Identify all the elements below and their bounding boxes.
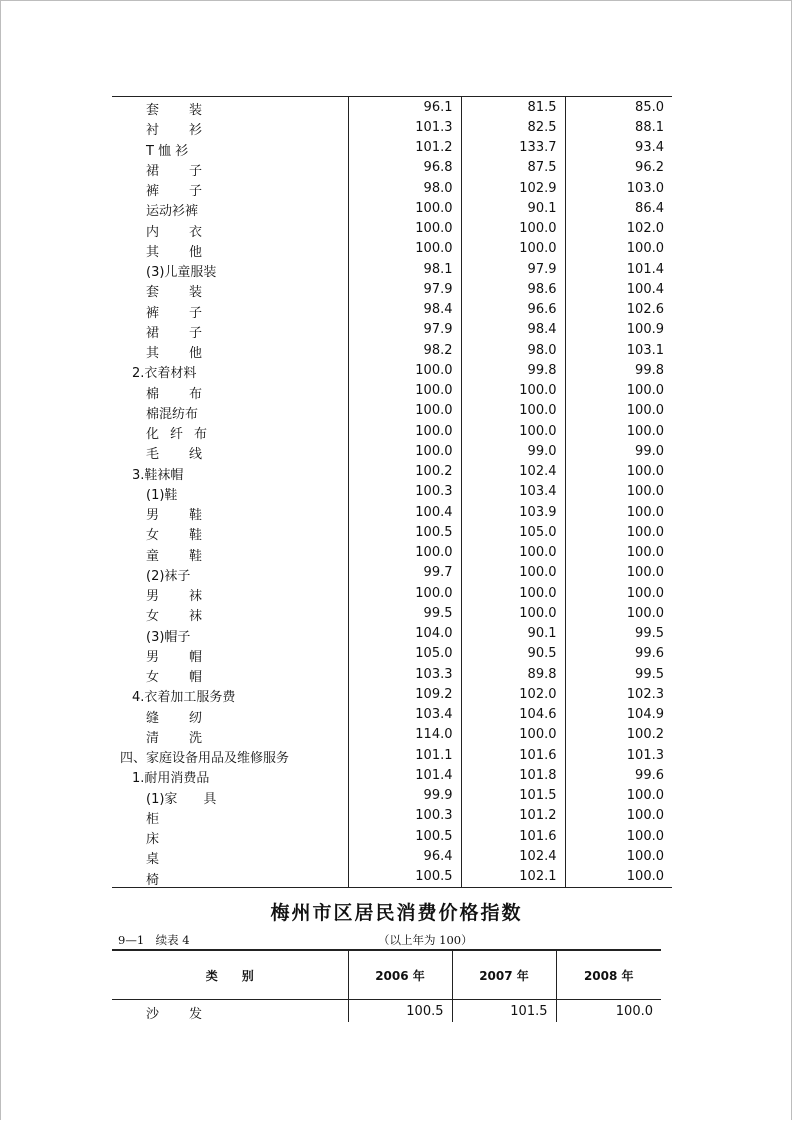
row-label-cell xyxy=(112,401,348,421)
row-label-cell xyxy=(112,786,348,806)
table-row xyxy=(112,198,672,218)
value-2008: 103.0 xyxy=(565,178,672,198)
table-row xyxy=(112,786,672,806)
value-2007: 89.8 xyxy=(461,664,565,684)
value-2006: 100.0 xyxy=(348,441,461,461)
row-label: (3)帽子 xyxy=(146,629,191,645)
table-number: 9—1 续表 4 xyxy=(118,933,190,947)
document-title: 梅州市区居民消费价格指数 xyxy=(270,902,523,924)
row-label: 套装 xyxy=(146,103,233,118)
row-label: 四、家庭设备用品及维修服务 xyxy=(120,751,290,766)
row-label: 男帽 xyxy=(146,649,233,665)
value-2008: 96.2 xyxy=(565,158,672,178)
row-label: 其他 xyxy=(146,346,233,361)
value-2006: 100.5 xyxy=(348,522,461,542)
row-label-cell xyxy=(112,320,348,340)
value-2007: 90.1 xyxy=(461,624,565,644)
value-2007: 101.6 xyxy=(461,745,565,765)
value-2007: 81.5 xyxy=(461,97,565,118)
value-2008: 100.0 xyxy=(565,846,672,866)
table-row xyxy=(112,178,672,198)
table-row xyxy=(112,522,672,542)
value-2008: 100.0 xyxy=(565,421,672,441)
row-label-cell xyxy=(112,684,348,704)
value-2007: 100.0 xyxy=(461,603,565,623)
table-row xyxy=(112,259,672,279)
row-label: 清洗 xyxy=(146,730,233,746)
value-2006: 100.0 xyxy=(348,401,461,421)
value-2008: 99.6 xyxy=(565,644,672,664)
header-2006: 2006 年 xyxy=(348,950,452,1000)
row-label-cell xyxy=(112,441,348,461)
row-label: 男鞋 xyxy=(146,508,233,523)
row-label-cell xyxy=(112,806,348,826)
value-2006: 100.2 xyxy=(348,462,461,482)
value-2007: 102.1 xyxy=(461,867,565,888)
value-2006: 100.0 xyxy=(348,421,461,441)
value-2007: 101.2 xyxy=(461,806,565,826)
value-2008: 102.0 xyxy=(565,219,672,239)
value-2006: 100.5 xyxy=(348,867,461,888)
row-label: 衬衫 xyxy=(146,123,233,139)
value-2006: 96.8 xyxy=(348,158,461,178)
row-label: 其他 xyxy=(146,244,233,260)
table-row xyxy=(112,482,672,502)
row-label-cell xyxy=(112,705,348,725)
value-2006: 104.0 xyxy=(348,624,461,644)
table-row xyxy=(112,765,672,785)
value-2007: 101.5 xyxy=(452,1000,556,1023)
table-row xyxy=(112,583,672,603)
value-2006: 96.1 xyxy=(348,97,461,118)
value-2007: 101.6 xyxy=(461,826,565,846)
value-2008: 99.6 xyxy=(565,765,672,785)
value-2006: 99.5 xyxy=(348,603,461,623)
value-2008: 100.0 xyxy=(565,603,672,623)
value-2008: 102.6 xyxy=(565,300,672,320)
table-row xyxy=(112,158,672,178)
row-label-cell xyxy=(112,300,348,320)
value-2006: 96.4 xyxy=(348,846,461,866)
row-label-cell xyxy=(112,867,348,888)
value-2008: 103.1 xyxy=(565,340,672,360)
row-label-cell xyxy=(112,603,348,623)
value-2006: 98.1 xyxy=(348,259,461,279)
row-label-cell xyxy=(112,340,348,360)
table-row xyxy=(112,684,672,704)
value-2007: 103.9 xyxy=(461,502,565,522)
value-2007: 100.0 xyxy=(461,583,565,603)
value-2008: 86.4 xyxy=(565,198,672,218)
row-label: 童鞋 xyxy=(146,548,233,564)
value-2006: 103.3 xyxy=(348,664,461,684)
table-row xyxy=(112,320,672,340)
value-2008: 100.0 xyxy=(565,806,672,826)
row-label-cell xyxy=(112,259,348,279)
value-2006: 97.9 xyxy=(348,320,461,340)
value-2008: 100.0 xyxy=(565,867,672,888)
value-2006: 100.0 xyxy=(348,543,461,563)
table-row xyxy=(112,725,672,745)
table-row xyxy=(112,1000,661,1023)
header-2008: 2008 年 xyxy=(556,950,661,1000)
value-2007: 100.0 xyxy=(461,239,565,259)
base-note: （以上年为 100） xyxy=(378,933,473,947)
table-row xyxy=(112,219,672,239)
row-label-cell xyxy=(112,725,348,745)
table-row xyxy=(112,624,672,644)
value-2006: 100.4 xyxy=(348,502,461,522)
table-row xyxy=(112,745,672,765)
value-2008: 101.4 xyxy=(565,259,672,279)
table-row xyxy=(112,300,672,320)
value-2008: 88.1 xyxy=(565,117,672,137)
value-2008: 99.8 xyxy=(565,360,672,380)
value-2006: 100.5 xyxy=(348,826,461,846)
row-label: 棉布 xyxy=(146,386,233,402)
value-2007: 98.4 xyxy=(461,320,565,340)
value-2006: 101.1 xyxy=(348,745,461,765)
row-label-cell xyxy=(112,360,348,380)
value-2006: 101.3 xyxy=(348,117,461,137)
table-row xyxy=(112,846,672,866)
table-row xyxy=(112,401,672,421)
value-2008: 100.0 xyxy=(565,482,672,502)
row-label-cell xyxy=(112,178,348,198)
row-label: (2)袜子 xyxy=(146,568,191,584)
price-index-table xyxy=(112,949,661,1022)
value-2008: 100.0 xyxy=(565,563,672,583)
row-label: 1.耐用消费品 xyxy=(132,771,210,787)
value-2008: 100.0 xyxy=(565,462,672,482)
value-2008: 100.0 xyxy=(565,502,672,522)
row-label: 裤子 xyxy=(146,305,233,321)
value-2008: 100.0 xyxy=(565,381,672,401)
row-label: 床 xyxy=(146,832,160,847)
value-2007: 103.4 xyxy=(461,482,565,502)
value-2006: 100.0 xyxy=(348,583,461,603)
row-label-cell xyxy=(112,97,348,118)
value-2006: 100.0 xyxy=(348,198,461,218)
value-2007: 133.7 xyxy=(461,138,565,158)
row-label: 2.衣着材料 xyxy=(132,366,197,382)
row-label-cell xyxy=(112,765,348,785)
value-2008: 99.5 xyxy=(565,624,672,644)
table-row xyxy=(112,279,672,299)
row-label: 女袜 xyxy=(146,609,233,625)
row-label-cell xyxy=(112,381,348,401)
table-row xyxy=(112,239,672,259)
value-2006: 100.0 xyxy=(348,381,461,401)
row-label-cell xyxy=(112,482,348,502)
row-label-cell xyxy=(112,219,348,239)
row-label-cell xyxy=(112,158,348,178)
value-2008: 100.0 xyxy=(565,239,672,259)
value-2006: 98.4 xyxy=(348,300,461,320)
row-label-cell xyxy=(112,462,348,482)
value-2007: 98.0 xyxy=(461,340,565,360)
value-2008: 100.0 xyxy=(565,401,672,421)
row-label-cell xyxy=(112,138,348,158)
value-2007: 82.5 xyxy=(461,117,565,137)
value-2008: 99.0 xyxy=(565,441,672,461)
row-label: (1)鞋 xyxy=(146,487,178,503)
row-label-cell xyxy=(112,846,348,866)
table-row xyxy=(112,340,672,360)
row-label: 椅 xyxy=(146,872,160,888)
value-2008: 100.2 xyxy=(565,725,672,745)
row-label: 沙发 xyxy=(146,1007,233,1022)
value-2007: 100.0 xyxy=(461,725,565,745)
value-2007: 90.1 xyxy=(461,198,565,218)
value-2008: 100.9 xyxy=(565,320,672,340)
row-label: (1)家 具 xyxy=(146,791,217,807)
table-row xyxy=(112,117,672,137)
value-2007: 102.4 xyxy=(461,846,565,866)
value-2006: 105.0 xyxy=(348,644,461,664)
value-2007: 97.9 xyxy=(461,259,565,279)
value-2008: 93.4 xyxy=(565,138,672,158)
value-2006: 103.4 xyxy=(348,705,461,725)
table-row xyxy=(112,502,672,522)
table-row xyxy=(112,138,672,158)
value-2006: 101.4 xyxy=(348,765,461,785)
table-row xyxy=(112,603,672,623)
row-label-cell xyxy=(112,826,348,846)
value-2006: 100.0 xyxy=(348,360,461,380)
row-label: 男袜 xyxy=(146,589,233,604)
row-label-cell xyxy=(112,239,348,259)
table-row xyxy=(112,441,672,461)
value-2008: 100.0 xyxy=(565,522,672,542)
value-2006: 100.5 xyxy=(348,1000,452,1023)
row-label-cell xyxy=(112,745,348,765)
row-label: 缝纫 xyxy=(146,710,233,726)
row-label-cell xyxy=(112,502,348,522)
row-label: 内衣 xyxy=(146,224,233,240)
value-2008: 100.0 xyxy=(565,583,672,603)
value-2007: 100.0 xyxy=(461,219,565,239)
table-row xyxy=(112,644,672,664)
value-2006: 98.0 xyxy=(348,178,461,198)
row-label-cell xyxy=(112,279,348,299)
value-2006: 100.3 xyxy=(348,482,461,502)
value-2007: 100.0 xyxy=(461,543,565,563)
value-2006: 114.0 xyxy=(348,725,461,745)
table-row xyxy=(112,806,672,826)
row-label: 女帽 xyxy=(146,670,233,685)
value-2007: 105.0 xyxy=(461,522,565,542)
table-row xyxy=(112,360,672,380)
value-2007: 90.5 xyxy=(461,644,565,664)
table-row xyxy=(112,381,672,401)
table-row xyxy=(112,462,672,482)
value-2006: 100.3 xyxy=(348,806,461,826)
value-2006: 99.7 xyxy=(348,563,461,583)
row-label-cell xyxy=(112,198,348,218)
table-row xyxy=(112,543,672,563)
row-label: 4.衣着加工服务费 xyxy=(132,690,236,706)
value-2008: 100.0 xyxy=(565,826,672,846)
header-2007: 2007 年 xyxy=(452,950,556,1000)
table-row xyxy=(112,867,672,888)
value-2007: 100.0 xyxy=(461,381,565,401)
row-label-cell xyxy=(112,563,348,583)
value-2006: 101.2 xyxy=(348,138,461,158)
row-label-cell xyxy=(112,644,348,664)
row-label: 女鞋 xyxy=(146,528,233,544)
value-2007: 102.4 xyxy=(461,462,565,482)
row-label-cell xyxy=(112,543,348,563)
row-label: 化纤布 xyxy=(146,427,219,442)
row-label: 运动衫裤 xyxy=(146,204,199,220)
price-index-table-continued xyxy=(112,96,672,888)
value-2007: 104.6 xyxy=(461,705,565,725)
row-label: 桌 xyxy=(146,852,160,868)
row-label-cell xyxy=(112,1000,348,1023)
value-2008: 100.0 xyxy=(565,786,672,806)
value-2007: 101.5 xyxy=(461,786,565,806)
table-row xyxy=(112,826,672,846)
value-2007: 87.5 xyxy=(461,158,565,178)
row-label-cell xyxy=(112,522,348,542)
row-label: 柜 xyxy=(146,811,160,827)
value-2008: 85.0 xyxy=(565,97,672,118)
value-2007: 98.6 xyxy=(461,279,565,299)
row-label: 裤子 xyxy=(146,184,233,199)
table-row xyxy=(112,563,672,583)
row-label-cell xyxy=(112,117,348,137)
value-2007: 99.0 xyxy=(461,441,565,461)
row-label: 毛线 xyxy=(146,447,233,463)
table-row xyxy=(112,664,672,684)
value-2007: 99.8 xyxy=(461,360,565,380)
value-2007: 100.0 xyxy=(461,401,565,421)
row-label: 裙子 xyxy=(146,325,233,341)
value-2008: 101.3 xyxy=(565,745,672,765)
value-2008: 100.0 xyxy=(565,543,672,563)
value-2007: 100.0 xyxy=(461,421,565,441)
value-2007: 102.0 xyxy=(461,684,565,704)
row-label: 棉混纺布 xyxy=(146,406,199,422)
table-row xyxy=(112,97,672,118)
value-2006: 109.2 xyxy=(348,684,461,704)
table-row xyxy=(112,705,672,725)
value-2007: 102.9 xyxy=(461,178,565,198)
value-2006: 100.0 xyxy=(348,219,461,239)
value-2007: 100.0 xyxy=(461,563,565,583)
value-2006: 100.0 xyxy=(348,239,461,259)
value-2008: 104.9 xyxy=(565,705,672,725)
value-2008: 100.4 xyxy=(565,279,672,299)
value-2008: 102.3 xyxy=(565,684,672,704)
row-label: (3)儿童服装 xyxy=(146,265,217,280)
value-2008: 100.0 xyxy=(556,1000,661,1023)
row-label-cell xyxy=(112,664,348,684)
table-row xyxy=(112,421,672,441)
row-label-cell xyxy=(112,421,348,441)
row-label-cell xyxy=(112,624,348,644)
value-2007: 96.6 xyxy=(461,300,565,320)
table-header-row xyxy=(112,950,661,1000)
row-label: 裙子 xyxy=(146,163,233,179)
value-2006: 97.9 xyxy=(348,279,461,299)
row-label: 套装 xyxy=(146,285,233,301)
row-label: 3.鞋袜帽 xyxy=(132,467,184,483)
row-label-cell xyxy=(112,583,348,603)
value-2006: 98.2 xyxy=(348,340,461,360)
value-2006: 99.9 xyxy=(348,786,461,806)
value-2007: 101.8 xyxy=(461,765,565,785)
row-label: T 恤 衫 xyxy=(146,143,189,159)
header-category: 类 别 xyxy=(112,950,348,1000)
value-2008: 99.5 xyxy=(565,664,672,684)
